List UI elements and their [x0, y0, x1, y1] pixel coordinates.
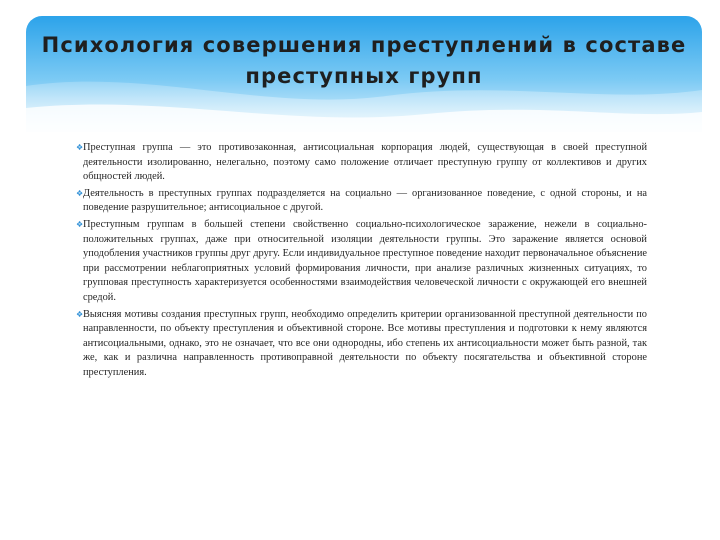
wave-bullet-icon: ❖: [76, 188, 84, 198]
wave-bullet-icon: ❖: [76, 309, 84, 319]
bullet-text: Преступная группа — это противозаконная, антисоциальная корпорация людей, существующая в своей преступной деятельности изолированно, нелегально, поэтому само положение отличает преступную группу от коллективов и других общностей людей.: [83, 142, 647, 183]
bullet-item: [78, 187, 647, 216]
bullet-item: [78, 141, 647, 185]
wave-bullet-icon: ❖: [76, 143, 84, 152]
slide-title: Психология совершения преступлений в составе преступных групп: [41, 33, 687, 88]
bullet-text: Выясняя мотивы создания преступных групп, необходимо определить критерии организованной преступной деятельности по направленности, по объекту преступления и объективной стороне. Все мотивы преступления и подготовки к нему являются антисоциальными, однако, это не означает, что все они однородны, ибо степень их антисоциальности может быть разной, так же, как и различна направленность противоправной деятельности по объекту посягательства и объективной стороне преступления.: [83, 308, 647, 378]
bullet-text: Преступным группам в большей степени свойственно социально-психологическое заражение, нежели в социально-положительных группах, даже при относительной изоляции деятельности группы. Это заражение является основой уподобления участников группы друг другу. Если индивидуальное преступное поведение находит первоначальное объяснение при рассмотрении неблагоприятных условий формирования личности, при анализе различных жизненных ситуациях, то групповая преступность характеризуется особенностями взаимодействия человеческой личности с окружающей его внешней средой.: [83, 218, 647, 303]
wave-bullet-icon: ❖: [76, 219, 84, 229]
bullet-item: [78, 218, 647, 306]
bullet-item: [78, 308, 647, 381]
bullet-list: [78, 141, 647, 383]
bullet-text: Деятельность в преступных группах подразделяется на социально — организованное поведение, с одной стороны, и на поведение разрушительное; антисоциальное с другой.: [83, 187, 647, 214]
